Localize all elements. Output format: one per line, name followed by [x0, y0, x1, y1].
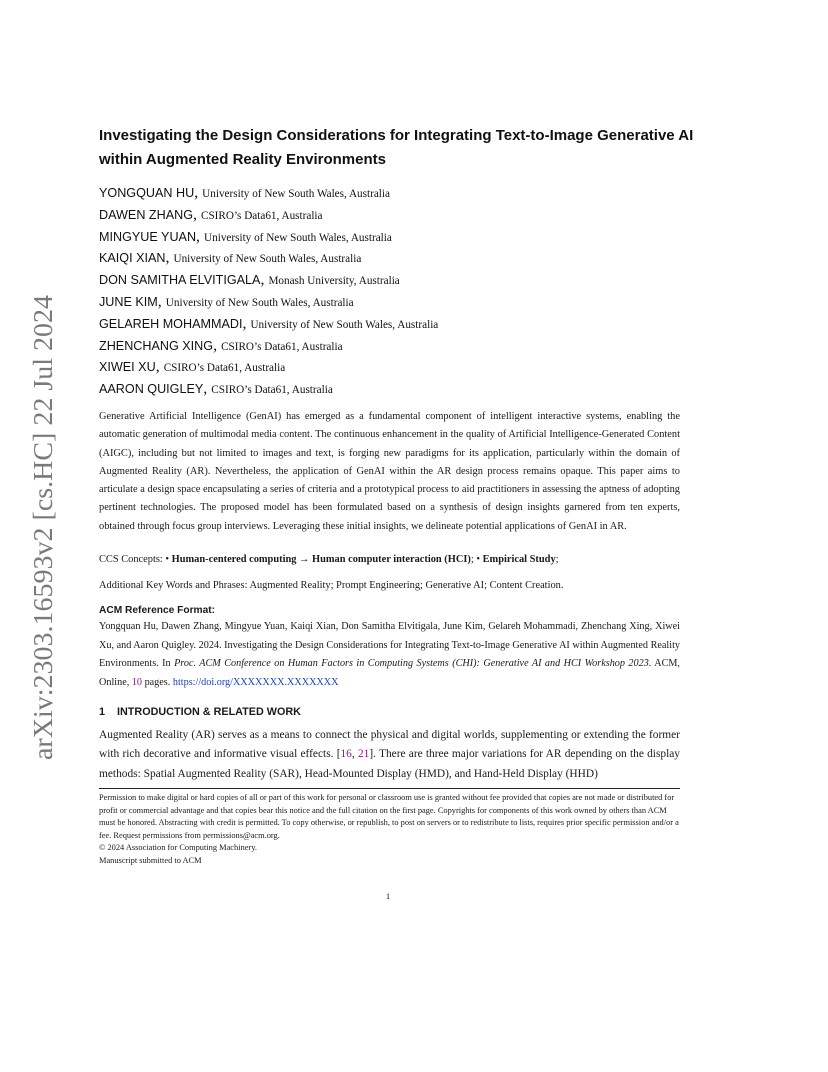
- ccs-separator: ;: [470, 554, 477, 565]
- author-name: KAIQI XIAN: [99, 251, 166, 266]
- footnote-divider: [99, 788, 680, 789]
- author-entry: AARON QUIGLEY, CSIRO’s Data61, Australia: [99, 380, 333, 398]
- author-affiliation: CSIRO’s Data61, Australia: [163, 362, 286, 375]
- ccs-end: ;: [555, 554, 559, 565]
- doi-link[interactable]: https://doi.org/XXXXXXX.XXXXXXX: [172, 676, 339, 688]
- keywords: Additional Key Words and Phrases: Augmented Reality; Prompt Engineering; Generative AI; Content Creation.: [99, 580, 564, 591]
- author-affiliation: University of New South Wales, Australia: [250, 318, 439, 331]
- ccs-concepts: [99, 553, 680, 567]
- ccs-bullet: •: [165, 554, 172, 565]
- ccs-concept: Human-centered computing → Human computer interaction (HCI): [171, 554, 471, 565]
- acm-reference-heading: ACM Reference Format:: [99, 605, 216, 616]
- author-affiliation: CSIRO’s Data61, Australia: [201, 209, 323, 222]
- author-affiliation: CSIRO’s Data61, Australia: [221, 340, 343, 353]
- author-name: GELAREH MOHAMMADI: [99, 316, 243, 331]
- author-entry: MINGYUE YUAN, University of New South Wales, Australia: [99, 227, 392, 245]
- section-heading: [99, 705, 301, 719]
- author-affiliation: University of New South Wales, Australia: [165, 296, 354, 309]
- manuscript-notice: Manuscript submitted to ACM: [99, 855, 202, 865]
- page-number: 1: [385, 891, 391, 901]
- author-entry: JUNE KIM, University of New South Wales, Australia: [99, 292, 354, 310]
- author-name: AARON QUIGLEY: [99, 382, 204, 397]
- author-entry: DON SAMITHA ELVITIGALA, Monash University, Australia: [99, 271, 400, 289]
- citation-separator: ,: [351, 748, 358, 761]
- author-name: DON SAMITHA ELVITIGALA: [99, 273, 261, 288]
- author-entry: DAWEN ZHANG, CSIRO’s Data61, Australia: [99, 205, 323, 223]
- author-affiliation: University of New South Wales, Australia: [202, 188, 390, 200]
- author-affiliation: Monash University, Australia: [268, 275, 400, 288]
- ccs-label: CCS Concepts:: [99, 554, 166, 565]
- author-entry: YONGQUAN HU, University of New South Wales, Australia: [99, 184, 390, 201]
- reference-venue: Proc. ACM Conference on Human Factors in Computing Systems (CHI): Generative AI and HCI Workshop 2023: [174, 658, 649, 670]
- author-entry: ZHENCHANG XING, CSIRO’s Data61, Australia: [99, 336, 343, 354]
- copyright-notice: © 2024 Association for Computing Machinery.: [99, 843, 257, 853]
- author-entry: GELAREH MOHAMMADI, University of New South Wales, Australia: [99, 314, 439, 332]
- author-name: DAWEN ZHANG: [99, 207, 193, 222]
- citation-link[interactable]: 21: [357, 748, 370, 761]
- section-title: INTRODUCTION & RELATED WORK: [117, 706, 301, 718]
- permission-notice: Permission to make digital or hard copies of all or part of this work for personal or classroom use is granted without fee provided that copies are not made or distributed for profit or commercial advantage and that copies bear this notice and the full citation on the first page. Copyrights for components of this work owned by others than ACM must be honored. Abstracting with credit is permitted. To copy otherwise, or republish, to post on servers or to redistribute to lists, requires prior specific permission and/or a fee. Request permissions from permissions@acm.org.: [99, 793, 679, 840]
- ccs-bullet: •: [476, 554, 483, 565]
- abstract: Generative Artificial Intelligence (GenAI) has emerged as a fundamental component of intelligent interactive systems, enabling the automatic generation of multimodal media content. The continuous enhancement in the quality of Artificial Intelligence-Generated Content (AIGC), including but not limited to images and text, is forging new paradigms for its application, particularly within the domain of Augmented Reality (AR). Nevertheless, the application of GenAI within the AR design process remains opaque. This paper aims to articulate a design space encapsulating a series of criteria and a prototypical process to aid practitioners in assessing the aptness of adopting pertinent technologies. The proposed model has been formulated based on a synthesis of design insights garnered from ten experts, obtained through focus group interviews. Leveraging these initial insights, we delineate potential applications of GenAI in AR.: [99, 411, 680, 532]
- author-list: [99, 182, 699, 400]
- author-affiliation: CSIRO’s Data61, Australia: [211, 384, 333, 397]
- ccs-concept: Empirical Study: [482, 554, 556, 565]
- author-entry: XIWEI XU, CSIRO’s Data61, Australia: [99, 358, 286, 376]
- page-count-link[interactable]: 10: [131, 676, 143, 688]
- author-name: MINGYUE YUAN: [99, 229, 197, 244]
- intro-text: Augmented Reality (AR) serves as a means to connect the physical and digital worlds, supplementing or extending the former with rich decorative and informative visual effects. [: [99, 729, 680, 761]
- reference-text: pages.: [142, 676, 173, 688]
- section-number: 1: [99, 706, 106, 718]
- reference-text: . ACM, Online,: [99, 658, 680, 688]
- author-affiliation: University of New South Wales, Australia: [204, 231, 392, 244]
- author-name: JUNE KIM: [99, 294, 158, 309]
- footnote: [99, 792, 680, 868]
- paper-title: Investigating the Design Considerations for Integrating Text-to-Image Generative AI within Augmented Reality Environments: [99, 127, 694, 168]
- citation-link[interactable]: 16: [340, 748, 352, 761]
- arxiv-identifier-text: arXiv:2303.16593v2 [cs.HC] 22 Jul 2024: [28, 311, 58, 760]
- arxiv-identifier-stamp: [22, 295, 62, 760]
- author-affiliation: University of New South Wales, Australia: [173, 253, 362, 266]
- intro-paragraph: [99, 726, 680, 784]
- intro-text: ]. There are three major variations for AR depending on the display methods: Spatial Augmented Reality (SAR), Head-Mounted Display (HMD), and Hand-Held Display (HHD): [99, 748, 681, 780]
- author-entry: KAIQI XIAN, University of New South Wales, Australia: [99, 249, 362, 267]
- author-name: YONGQUAN HU: [99, 186, 195, 200]
- acm-reference: [99, 618, 680, 692]
- author-name: XIWEI XU: [99, 360, 156, 375]
- reference-text: Yongquan Hu, Dawen Zhang, Mingyue Yuan, Kaiqi Xian, Don Samitha Elvitigala, June Kim, Gelareh Mohammadi, Zhenchang Xing, Xiwei Xu, and Aaron Quigley. 2024. Investigating the Design Considerations for Integrating Text-to-Image Generative AI within Augmented Reality Environments. In: [99, 621, 680, 670]
- author-name: ZHENCHANG XING: [99, 338, 214, 353]
